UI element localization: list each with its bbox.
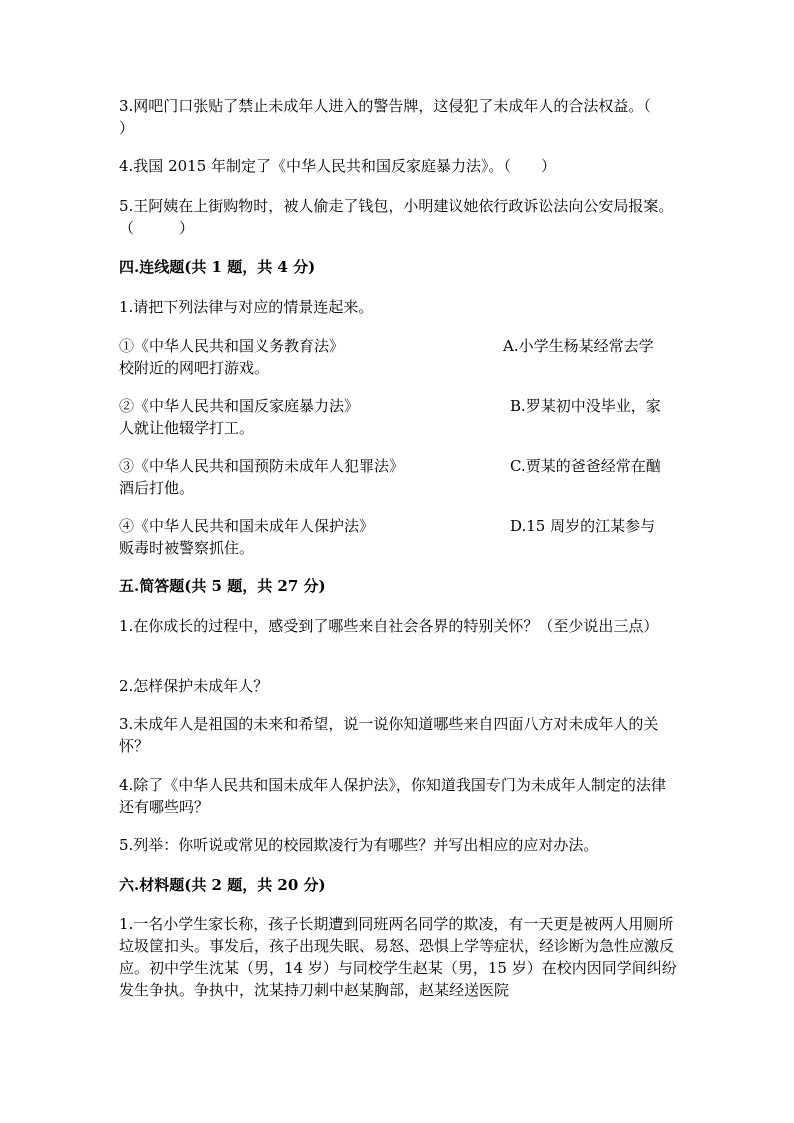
short-answer-question-2: 2.怎样保护未成年人？ — [119, 677, 269, 695]
scenario-item-continuation: 贩毒时被警察抓住。 — [119, 539, 255, 557]
judgement-question-4: 4.我国 2015 年制定了《中华人民共和国反家庭暴力法》。（ ） — [119, 157, 557, 175]
judgement-question-5: 5.王阿姨在上街购物时，被人偷走了钱包，小明建议她依行政诉讼法向公安局报案。（ ） — [119, 197, 674, 237]
section-5-title: 五.简答题(共 5 题，共 27 分) — [119, 577, 326, 595]
scenario-item-continuation: 人就让他辍学打工。 — [119, 419, 255, 437]
law-item: ①《中华人民共和国义务教育法》 — [119, 337, 345, 355]
scenario-item: C.贾某的爸爸经常在酗 — [510, 457, 661, 475]
law-item: ④《中华人民共和国未成年人保护法》 — [119, 517, 375, 535]
scenario-item: B.罗某初中没毕业，家 — [510, 397, 661, 415]
judgement-question-3: 3.网吧门口张贴了禁止未成年人进入的警告牌，这侵犯了未成年人的合法权益。（ ） — [119, 97, 696, 137]
short-answer-question-4: 4.除了《中华人民共和国未成年人保护法》，你知道我国专门为未成年人制定的法律还有哪些吗？ — [119, 776, 666, 816]
short-answer-question-5: 5.列举：你听说或常见的校园欺凌行为有哪些？并写出相应的应对办法。 — [119, 836, 599, 854]
material-question-1: 1.一名小学生家长称，孩子长期遭到同班两名同学的欺凌，有一天更是被两人用厕所垃圾筐扣头。事发后，孩子出现失眠、易怒、恐惧上学等症状，经诊断为急性应激反应。初中学生沈某（男，14 岁）与同校学生赵某（男，15 岁）在校内因同学间纠纷发生争执。争执中，沈某持刀刺中赵某胸部，赵某经送医院 — [119, 915, 677, 999]
matching-row-3 — [119, 455, 679, 499]
section-6-title: 六.材料题(共 2 题，共 20 分) — [119, 876, 326, 894]
scenario-item-continuation: 校附近的网吧打游戏。 — [119, 359, 270, 377]
short-answer-question-1: 1.在你成长的过程中，感受到了哪些来自社会各界的特别关怀？（至少说出三点） — [119, 617, 659, 635]
scenario-item-continuation: 酒后打他。 — [119, 479, 195, 497]
short-answer-question-3: 3.未成年人是祖国的未来和希望，说一说你知道哪些来自四面八方对未成年人的关怀？ — [119, 715, 659, 755]
matching-row-2 — [119, 395, 679, 439]
scenario-item: A.小学生杨某经常去学 — [503, 337, 654, 355]
section-4-title: 四.连线题(共 1 题，共 4 分) — [119, 258, 316, 276]
law-item: ②《中华人民共和国反家庭暴力法》 — [119, 397, 360, 415]
matching-question-1: 1.请把下列法律与对应的情景连起来。 — [119, 298, 374, 316]
matching-row-4 — [119, 515, 679, 559]
matching-row-1 — [119, 335, 679, 379]
law-item: ③《中华人民共和国预防未成年人犯罪法》 — [119, 457, 405, 475]
scenario-item: D.15 周岁的江某参与 — [510, 517, 656, 535]
